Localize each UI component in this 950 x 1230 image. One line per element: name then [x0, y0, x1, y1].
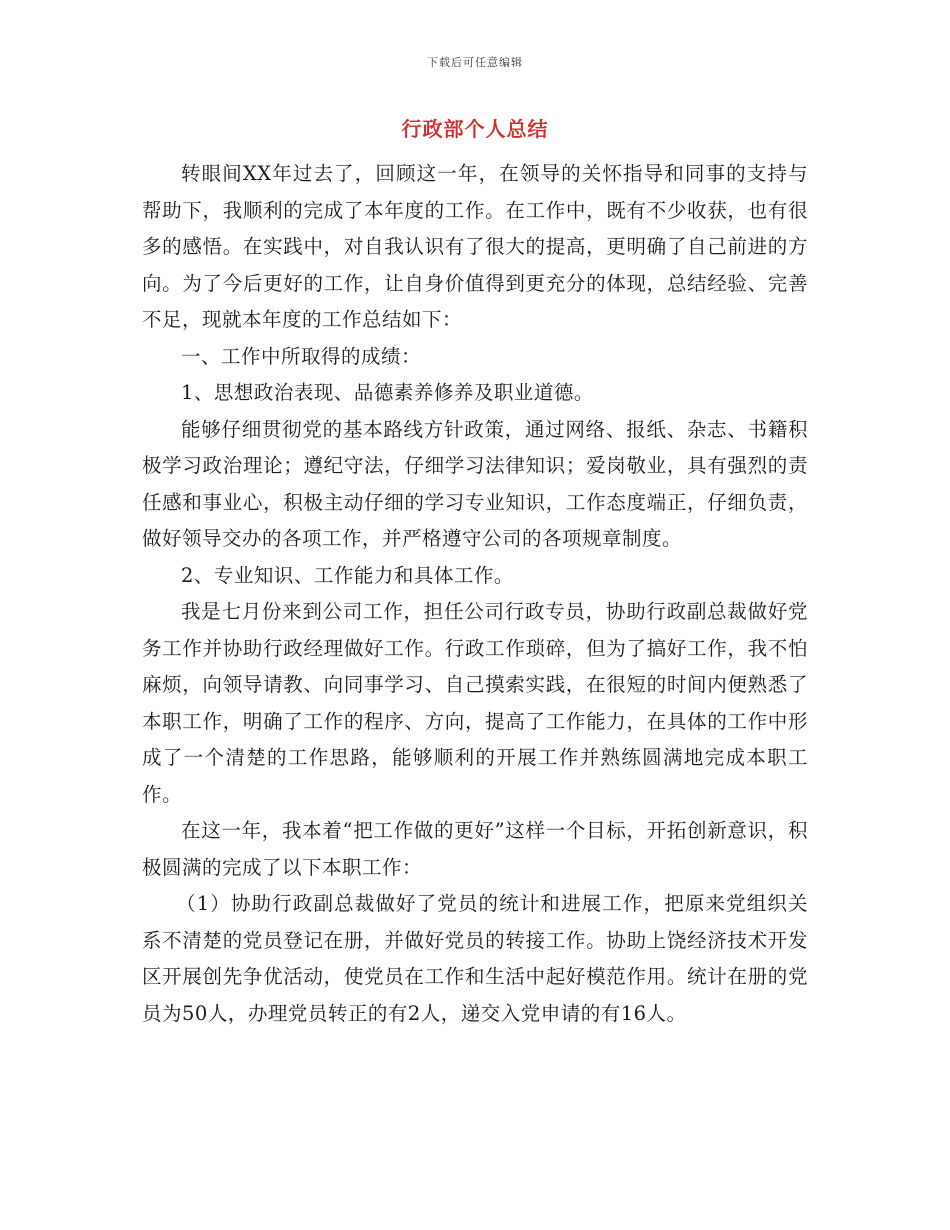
paragraph-ideology: 能够仔细贯彻党的基本路线方针政策，通过网络、报纸、杂志、书籍积极学习政治理论；遵纪守法，仔细学习法律知识；爱岗敬业，具有强烈的责任感和事业心，积极主动仔细的学习专业知识，工作态度端正，仔细负责，做好领导交办的各项工作，并严格遵守公司的各项规章制度。 [142, 417, 808, 550]
heading-achievements: 一、工作中所取得的成绩： [181, 344, 422, 368]
heading-ideology: 1、思想政治表现、品德素养修养及职业道德。 [181, 381, 594, 404]
document-title: 行政部个人总结 [401, 117, 549, 141]
paragraph-professional: 我是七月份来到公司工作，担任公司行政专员，协助行政副总裁做好党务工作并协助行政经理做好工作。行政工作琐碎，但为了搞好工作，我不怕麻烦，向领导请教、向同事学习、自己摸索实践，在很短的时间内便熟悉了本职工作，明确了工作的程序、方向，提高了工作能力，在具体的工作中形成了一个清楚的工作思路，能够顺利的开展工作并熟练圆满地完成本职工作。 [142, 600, 808, 806]
document-body [142, 156, 808, 1032]
paragraph-intro: 转眼间XX年过去了，回顾这一年，在领导的关怀指导和同事的支持与帮助下，我顺利的完成了本年度的工作。在工作中，既有不少收获，也有很多的感悟。在实践中，对自我认识有了很大的提高，更明确了自己前进的方向。为了今后更好的工作，让自身价值得到更充分的体现，总结经验、完善不足，现就本年度的工作总结如下： [142, 162, 808, 331]
paragraph-item-1: （1）协助行政副总裁做好了党员的统计和进展工作，把原来党组织关系不清楚的党员登记在册，并做好党员的转接工作。协助上饶经济技术开发区开展创先争优活动，使党员在工作和生活中起好模范作用。统计在册的党员为50人，办理党员转正的有2人，递交入党申请的有16人。 [142, 892, 808, 1025]
paragraph-goal: 在这一年，我本着“把工作做的更好”这样一个目标，开拓创新意识，积极圆满的完成了以下本职工作： [142, 819, 808, 879]
heading-professional: 2、专业知识、工作能力和具体工作。 [181, 563, 514, 587]
header-note: 下载后可任意编辑 [427, 56, 523, 69]
